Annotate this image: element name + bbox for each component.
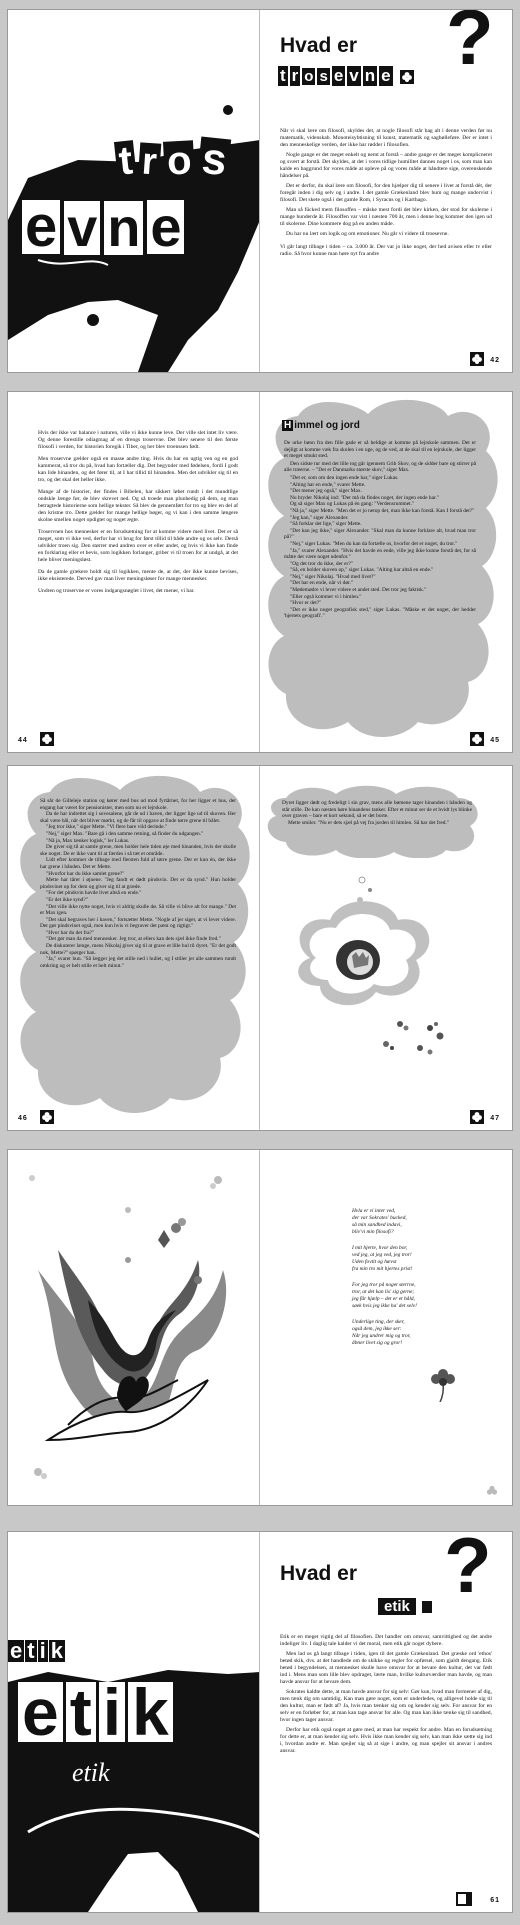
page-etik-art [8, 1532, 260, 1912]
paragraph: Og så siger Max og Lukas på én gang: "Verdensrummet." [290, 501, 415, 508]
paragraph: Nogle gange er det meget enkelt og nemt at forstå – andre gange er det meget komplicneret og svært at forstå. Det skyldes, at det i vores tidlige humilitet dannes noget i os, som man kan kalde en baggrund for vores måde at opleve på og vores måde at håndtere sige, overenskende håndelser på. [280, 152, 492, 179]
decorative-tile-icon [456, 1892, 472, 1906]
question-mark: ? [446, 10, 494, 81]
flower-icon [470, 352, 484, 366]
page-46 [8, 766, 260, 1130]
paragraph: "Så forklar det lige," siger Mette. [290, 521, 362, 528]
etik-small-tiles [8, 1640, 65, 1663]
flower-icon [428, 1368, 458, 1402]
letter-tile: s [319, 68, 328, 85]
page-number: 61 [490, 1897, 500, 1904]
paragraph: "For det pindsvin havde livet altså en ende." [46, 890, 142, 897]
poem-line: Uden fovtit og hævst [352, 1259, 397, 1265]
letter-tile: v [349, 66, 359, 85]
paragraph: Så sår de Gillelejе station og kører med bus ud mod fyrtårnet, for her ligger et hus, der engang har været for pensionister, men som nu er lejrskole. [40, 798, 236, 811]
paragraph: "Hvor er det?" [290, 600, 322, 607]
flower-icon [470, 1110, 484, 1124]
letter-tile: e [10, 1638, 23, 1663]
poem-line: Når jeg undrer mig og tror, [352, 1333, 411, 1339]
hands-and-flames-illustration [8, 1150, 260, 1505]
poem-stanza [352, 1282, 502, 1310]
letter-tile: o [304, 68, 314, 85]
page-number: 44 [18, 737, 28, 744]
paragraph: "Nå ja," siger Mette. "Men det er jo netop det, man ikke kan forstå. Kan I forstå det?" [290, 507, 475, 514]
paragraph: De urke bønn fra den fille gade er så heldige at komme på lejrskole sammen. Det er dejligt at komme væk fra skolen i en uge, og de ved, at de skal til en lejrskole, der ligger et meget smukt sted. [284, 440, 476, 460]
paragraph: Lidt efter kommer de tilbage med flersten fuld af tørre grene. Der er kun én, der ikke har grene i hånden. Det er Mette. [40, 857, 236, 870]
page-art-hands [8, 1150, 260, 1505]
paragraph: Hvis der ikke var balance i naturen, ville vi ikke kunne leve. Der ville slet intet liv være. Og denne forestille odiagmag af en drengs troservne. Det blev senere til den første filosofi i verden, for historien foregik i Tiber, og her blev troenssen født. [38, 430, 238, 450]
letter-tile: r [138, 142, 161, 181]
page-44 [8, 392, 260, 752]
paragraph: Da de har indrettet sig i sovesalene, går de ud i haven, der ligger lige ud til skoven. Her skal være bål, når det bliver mørkt, og de får til opgave at finde tørre grene til bålet. [40, 811, 236, 824]
poem-line: åbner livet sig og gror! [352, 1340, 403, 1346]
poem-line: For jeg tror på noget sterrne, [352, 1282, 416, 1288]
paragraph: Men lad os gå langt tilbage i tiden, igen til det gamle Grækenland. Det græske ord 'ethos' betød skik, dvs. at det handlede om de skikke og regler for opførsel, som gjaldt dengang. Etik betød i begyndelsen, at mennesket skulle have omsvar for at bevare den kultur, det var født ind i. Mens man som lille blev opdraget, lærte man, hvilke kulturværdier man havde, og man havde ansvar for at bevare dem. [280, 1651, 492, 1685]
letter-tile: t [114, 140, 137, 182]
paragraph: Mange af de historier, der findes i Bibelen, har sikkert løbet rundt i det mundtlige ondskle længe før, de blev skrevet ned. Og så troede man plunhedig på dem, og man betragtede historierne som hellige tekster. Så blev de gennemført for tro og blev en del af den kristne tro. Dette gælder for mange hellige bøger, og vi kan i den samme løngere skolne smellen noget opdigtet og noget ægte. [38, 489, 238, 523]
question-mark: ? [444, 1532, 492, 1609]
paragraph: Undren og troservne er vores indgangsnøglet i livet, det mener, vi har. [38, 588, 195, 594]
paragraph: "Eller også kommer vi i himlen." [290, 593, 362, 600]
thought-bubble-illustration [280, 874, 490, 1074]
poem-line: der var Sokrates' bucked, [352, 1215, 407, 1221]
poem-stanza [352, 1319, 502, 1347]
flower-icon [486, 1485, 498, 1497]
paragraph: "Nej," siger Nikolaj. "Hvad med livet?" [290, 573, 376, 580]
paragraph: "Ja," svarer hun. "Så lægger jeg det stille ned i hullet, og I stiller jer alle sammen rundt omkring og er helt stille et helt minut." [40, 956, 236, 969]
poem-line: tror, at det kan lis' sig gerne; [352, 1289, 415, 1295]
letter-tile: e [333, 66, 344, 85]
spread-4 [8, 1150, 512, 1505]
paragraph: "Så, en holder skoven op," siger Lukas. "Alting har altså en ende." [290, 567, 434, 574]
paragraph: Men troservne gælder også en masse andre ting. Hvis du har en ugtig ven og en god kammerat, så tror du på, hvad han fortæller dig. Det begynder med fødelsen, fordi I godt kan lide hinanden, og det fører til, at I har tillid til hinanden. Men det udvikler sig til en tro, og det skal det heller ikke. [38, 456, 238, 483]
title-line: Hvad er [280, 34, 358, 57]
heading-text: immel og jord [294, 420, 360, 431]
paragraph: Derfor har etik også noget at gøre med, at man har respekt for andre. Man en forudsætning for dette er, at man kender sig selv. Hvis ikke man kender sig selv, kan man ikke sætte sig ind i, hvordan andre er. Man spejler sig så at sige i andre, og man spejler sit ansvar i andres ansvar. [280, 1727, 492, 1754]
spread-2 [8, 392, 512, 752]
evne-word-tiles [22, 194, 184, 259]
paragraph: Den sidste tur med det lille tog går igennem Grib Skov, og de sidder bare og stirrer på alle træerne. – "Det er Danmarks største skov," siger Max. [284, 460, 476, 474]
paragraph: "Jeg tror ikke," siger Mette. "Vi flere bare vild derinde." [46, 824, 168, 831]
tros-evne-artwork [8, 10, 260, 372]
body-text [284, 440, 476, 620]
paragraph: Man så fücked mem filosoffen – måske mest fordi det blev kirken, der stod for skolerne i mange hunderde år. Filosoffen var vist i næsten 700 år, men i denne bog kommer den igen ud til skolerne. Dine kommere dog på en anden måde. [280, 207, 492, 227]
letter-tile: k [128, 1682, 173, 1742]
poem-line: Hvla er vi inter ved, [352, 1208, 396, 1214]
troesevne-title-tiles [278, 66, 414, 86]
paragraph: "Det har en ende, når vi dør." [290, 580, 354, 587]
page-number: 42 [490, 357, 500, 364]
body-text [40, 798, 236, 969]
paragraph: Når vi skal lære om filosofi, skyldes det, at nogle filosofi står bag alt i denne verden før nu matematik, videnskab. Monoteisybtisning til kunst, matematik og sagbølleføre. Der er intet i den menneskelige verden, der ikke har rødder i filosofien. [280, 128, 492, 148]
page-45 [260, 392, 512, 752]
page-42 [260, 10, 512, 372]
paragraph: "Alting har en ende," svarer Mette. [290, 481, 366, 488]
paragraph: "Mødemødre vi lever videre et andet sted. Det tror jeg faktisk." [290, 587, 427, 594]
title-line: Hvad er [280, 1562, 358, 1585]
paragraph: "Det skal begraves her i haven," fortsætter Mette. "Nogle af jer siger, at vi lever videre. Det gør pindsvinet også, men kun hvis vi begraver det pænt og rigtigt." [40, 916, 236, 930]
flower-icon [40, 1110, 54, 1124]
flower-icon [40, 732, 54, 746]
etik-big-tiles [18, 1675, 173, 1749]
letter-tile: k [50, 1638, 63, 1663]
poem-stanza [352, 1208, 502, 1236]
letter-tile: o [163, 140, 195, 182]
page-number: 47 [490, 1115, 500, 1122]
etik-title-tile [378, 1598, 432, 1616]
paragraph: "Nej," siger Lukas. "Men du kan da fortælle os, hvorfor det er noget, du tror." [290, 540, 458, 547]
poem-stanza [352, 1245, 502, 1273]
paragraph: Mette har tårer i øjnene. "Jeg fandt et dødt pindsvin. Det er da synd." Hun holder pindsvinet op for dem og giver sig til at græde. [40, 877, 236, 890]
tros-word-tiles [116, 133, 229, 186]
poem-line: søek hvis jeg ikke ha' det selv! [352, 1303, 417, 1309]
letter-tile: e [18, 1682, 63, 1742]
poem-line: I mit hjerte, hvor den bor, [352, 1245, 408, 1251]
body-text [280, 1634, 492, 1758]
paragraph: Dyret ligger dødt og fredeligt i sin grav, mens alle bømene tager hinanden i hånden og står stille. De kan næsten høre hinandens tanker. Efter et minut ser de et hvidt lys blinke over graven – bare et kort sekund, så er det borte. [282, 800, 472, 820]
page-61 [260, 1532, 512, 1912]
paragraph: Vi går langt tilbage i tiden – ca. 3.000 år. Der var jo ikke noget, der hed avisen eller tv eller radio. Så hvor kunne man høre nyt fra andre [280, 244, 492, 257]
spread-3 [8, 766, 512, 1130]
paragraph: "Ja," svarer Alexander. "Hvis det havde en ende, ville jeg ikke kunne forstå det, for så måtte der være noget udenfor." [284, 547, 476, 561]
letter-tile: e [147, 200, 184, 254]
letter-tile: n [104, 201, 143, 255]
spread-5 [8, 1532, 512, 1912]
section-heading [282, 420, 360, 431]
letter-tile: s [196, 137, 231, 184]
paragraph: "Det er, som om den ingen ende har," siger Lukas. [290, 474, 399, 481]
decorative-block [422, 1601, 432, 1613]
body-text [280, 128, 492, 261]
flower-icon [470, 732, 484, 746]
letter-tile: n [364, 66, 376, 85]
paragraph: Da de gamle grækere holdt sig til logikken, mente de, at det, der ikke kunne bevises, ikke eksisterede. Derved gav man liver meningsløser for mange mennesker. [38, 569, 238, 582]
letter-tile: t [280, 66, 286, 85]
body-text [282, 800, 472, 826]
heading-initial: H [284, 420, 292, 431]
body-text [38, 430, 238, 598]
poem-line: bliv'vi min filosofi? [352, 1229, 394, 1235]
page-number: 46 [18, 1115, 28, 1122]
paragraph: Du har nu lært om logik og om emotioner. Nu går vi videre til troesevne. [286, 231, 449, 237]
paragraph: Det er derfor, du skal lære om filosofi, for den hjælper dig til senere i livet at forstå dét, der foregår inden i dig selv og i andre. I det gamle Grækenland blev hum og mange undervist i filosofi. Det skete også i det gamle Rom, i Syracus og i Karthago. [280, 183, 492, 203]
paragraph: "Er det ikke synd?" [46, 896, 88, 903]
letter-tile: e [22, 200, 60, 254]
page-47 [260, 766, 512, 1130]
paragraph: Troservnen hos mennesker er en forudsætning for at komme videre med livet. Det er så meget, som vi ikke ved, derfor har vi brug for først tillid til både andre og os selv. Derså udvikler troen sig. Den størrer med andren over et eller andet, og hvis vi ikke kan finde en forklaring eller et bevis, som logikken forlanger, griber vi til troen for at undgå, at det hele bliver meningsløst. [38, 529, 238, 563]
paragraph: "Nej," siger Max. "Bare gå i den samme retning, så finder du udgangen." [46, 830, 204, 837]
etik-caption: etik [72, 1758, 110, 1787]
poem [352, 1208, 502, 1356]
paragraph: "Hvorfor har du ikke samlet grene?" [46, 870, 125, 877]
letter-tile: v [64, 201, 100, 255]
paragraph: "Og det tror du ikke, der er?" [290, 560, 353, 567]
paragraph: "Det ville ikke nytte noget, hvis vi aldrig skulle dø. Så ville vi blive alt for mange." Det er Max igen. [40, 903, 236, 917]
page-number: 45 [490, 737, 500, 744]
paragraph: Mette smiler. "Nu er dets sjæl på vej fra jorden til himlen. Så har det fred." [288, 819, 449, 826]
poem-line: fra min tro mit hjertes prist! [352, 1266, 413, 1272]
letter-tile: i [39, 1638, 46, 1663]
spread-1 [8, 10, 512, 372]
letter-tile: t [27, 1638, 35, 1663]
poem-line: Underlige ting, der sker, [352, 1319, 405, 1325]
letter-tile: t [66, 1682, 96, 1742]
letter-tile: r [291, 66, 299, 85]
paragraph: De diskuterer længe, mens Nikolaj giver sig til at grave et lille hul til dyret. "Er det godt nok, Mette?" spørger han. [40, 943, 236, 956]
poem-line: også dem, jeg ikke ser: [352, 1326, 402, 1332]
paragraph: "Nå ja, Max tænker logisk," ler Lukas. [46, 837, 130, 844]
page-41-art [8, 10, 260, 372]
poem-line: ved jeg, at jeg ved, jeg tror! [352, 1252, 412, 1258]
paragraph: "Det mener jeg også," siger Max. [290, 488, 362, 495]
paragraph: Etik er en meget vigtig del af filosofien. Det handler om omsvar, samvittighed og det andre indeliger liv. I daglig tale kalder vi det moral, men etik går noget dybere. [280, 1634, 492, 1647]
paragraph: "Hvor har du det fra?" [46, 929, 95, 936]
poem-line: så min sandhed indavi, [352, 1222, 402, 1228]
paragraph: "Det gør man da med mennesker. Jeg tror, at ellers kan dets sjæl ikke finde fred." [46, 936, 221, 943]
paragraph: Sokrates kaldte dette, at man havde ansvar for sig selv: Gør kun, hvad man formener af dig, men tænk dig om samtidig. Kan man gøre noget, som er underledes, og alligevel holde sig til den kultur, man er født af? Ja, hvis man tænker sig om og kender sig selv. For ansvar for en selv er en forløber for, at man kan tage ansvar for alle. Og man kan ikke tænke sig til sandhed, hvor ingen tager ansvar. [280, 1689, 492, 1723]
paragraph: Nu bryder Nikolaj ind: "Der må da findes noget, der ingen ende har." [290, 494, 440, 501]
flower-icon [400, 70, 414, 84]
letter-tile: e [381, 66, 391, 85]
poem-line: jeg får hjælp – det er et håld, [352, 1296, 415, 1302]
page-poem [260, 1150, 512, 1505]
letter-tile: i [99, 1682, 125, 1742]
paragraph: "Det er ikke noget geografisk sted," siger Lukas. "Måske er det noget, der hedder 'hjertets geografi'." [284, 606, 476, 620]
title-word: etik [378, 1598, 416, 1615]
paragraph: "Jeg kan," siger Alexander. [290, 514, 349, 521]
paragraph: De giver sig til at samle grene, men holder hele tiden øje med hinanden, hvis der skulle ske noget. De er ikke vant til at færdes i så tæt et område. [40, 844, 236, 857]
paragraph: "Det kan jeg ikke," siger Alexander. "Skal man da kunne forklare alt, hvad man tror på?" [284, 527, 476, 541]
